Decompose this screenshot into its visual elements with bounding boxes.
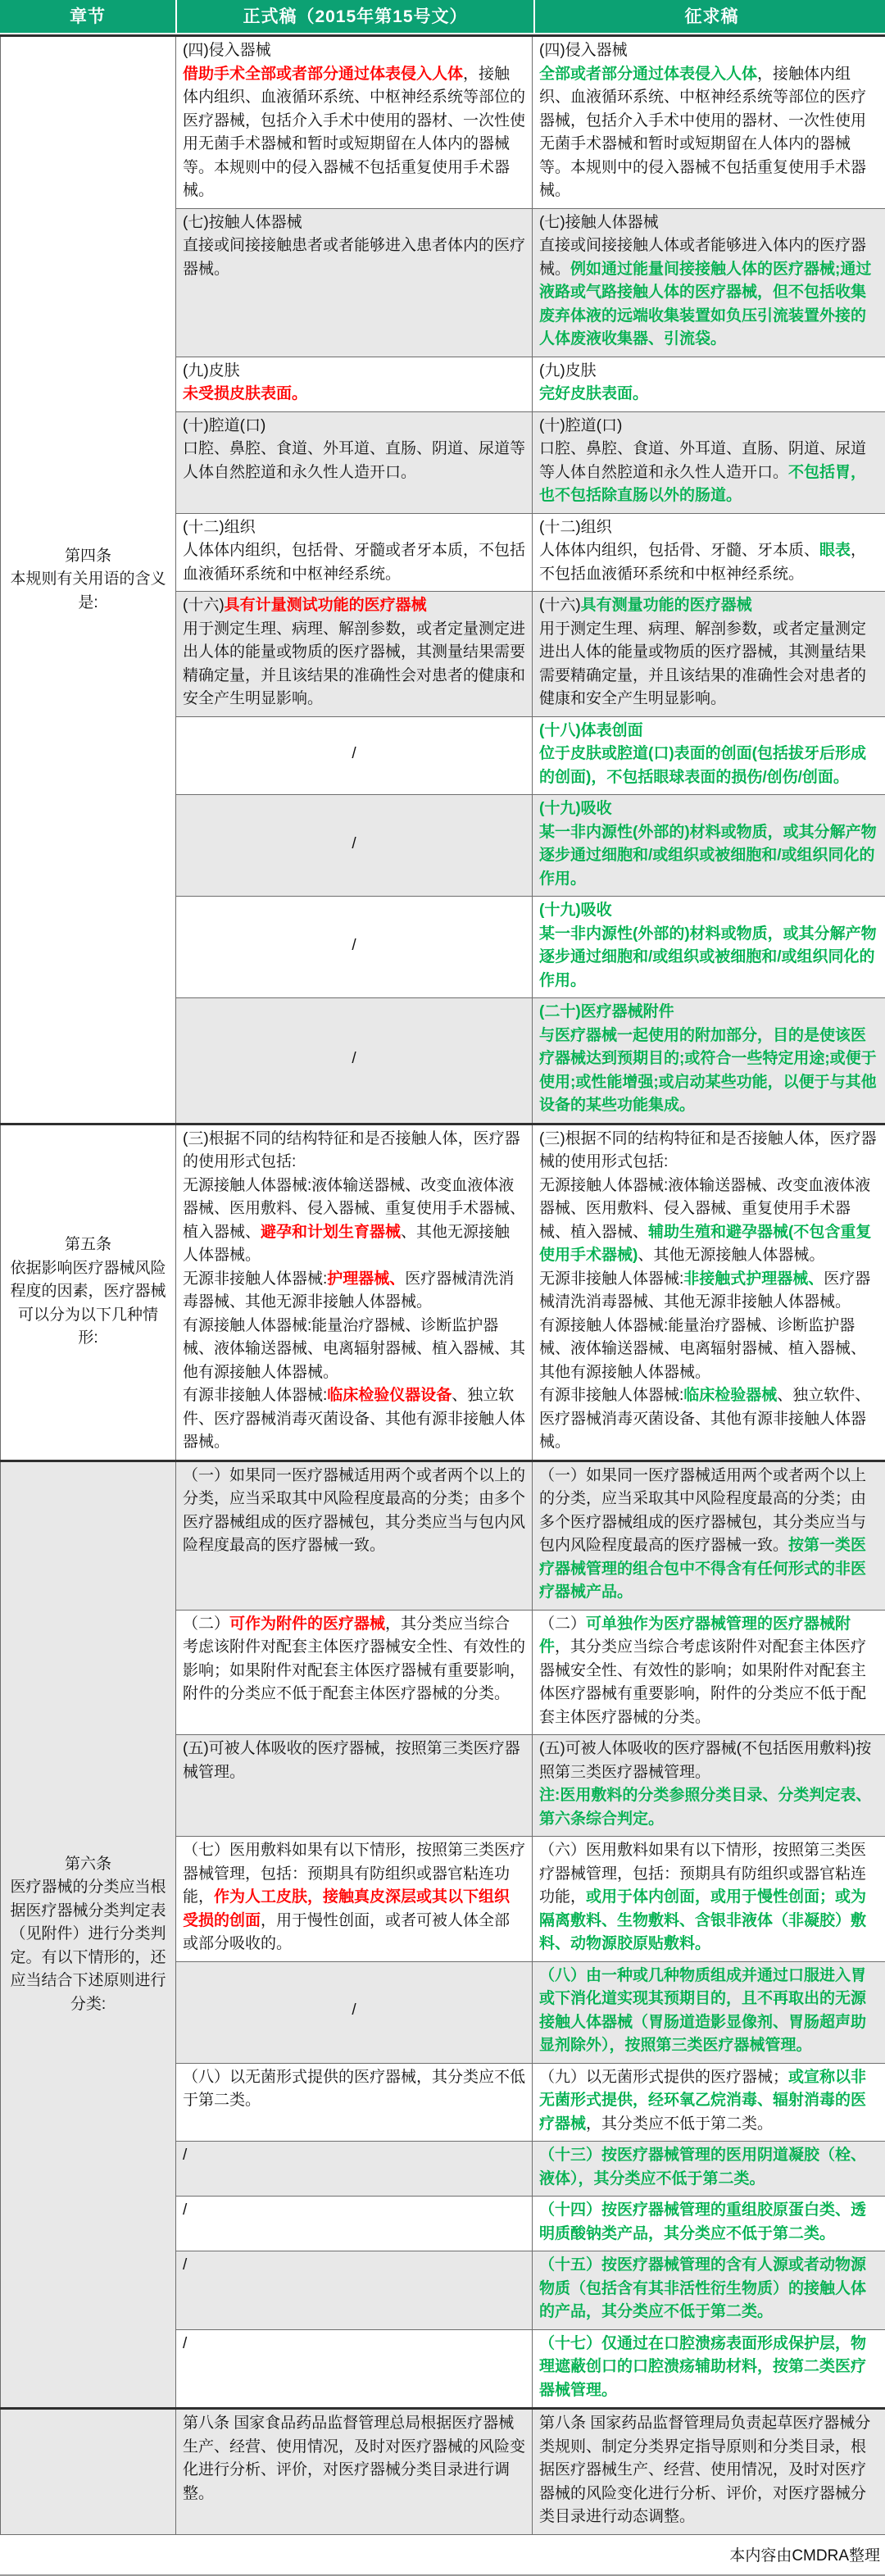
body-text: （六）医用敷料如果有以下情形，按照第三类医疗器械管理，包括：预期具有防组织或器官粘连功能， bbox=[539, 1842, 866, 1906]
body-text: ，其分类应不低于第二类。 bbox=[586, 2115, 773, 2133]
added-text: (十八)体表创面 位于皮肤或腔道(口)表面的创面(包括拔牙后形成的创面)，不包括眼球表面的损伤/创伤/创面。 bbox=[539, 722, 866, 786]
body-text: ，接触体内组织、血液循环系统、中枢神经系统等部位的医疗器械，包括介入手术中使用的器材、一次性使用无菌手术器械和暂时或短期留在人体内的器械等。本规则中的侵入器械不包括重复使用手术器械。 bbox=[539, 66, 866, 200]
added-text: 完好皮肤表面。 bbox=[539, 385, 648, 402]
added-text: 眼表 bbox=[819, 542, 851, 559]
draft-text-cell bbox=[533, 1961, 885, 2063]
deleted-text: 作为人工皮肤，接触真皮深层或其以下组织受损的创面 bbox=[183, 1888, 510, 1929]
column-header-chapter: 章节 bbox=[0, 0, 175, 33]
empty-slash-cell: / bbox=[176, 1961, 533, 2063]
draft-text-cell bbox=[533, 357, 885, 411]
official-text-cell bbox=[176, 2409, 533, 2535]
table-row bbox=[1, 36, 885, 209]
added-text: （十四）按医疗器械管理的重组胶原蛋白类、透明质酸钠类产品，其分类应不低于第二类。 bbox=[539, 2201, 866, 2242]
added-text: 按第一类医疗器械管理的组合包中不得含有任何形式的非医疗器械产品。 bbox=[539, 1537, 866, 1601]
added-text: (二十)医疗器械附件 与医疗器械一起使用的附加部分，目的是使该医疗器械达到预期目的;或符合一些特定用途;或便于使用;或性能增强;或启动某些功能，以便于与其他设备的某些功能集成。 bbox=[539, 1003, 877, 1114]
deleted-text: 可作为附件的医疗器械 bbox=[229, 1615, 385, 1633]
draft-text-cell bbox=[533, 2063, 885, 2142]
body-text: (十)腔道(口) 口腔、鼻腔、食道、外耳道、直肠、阴道、尿道等人体自然腔道和永久性人造开口。 bbox=[539, 417, 866, 481]
body-text: 、独立软件、医疗器械消毒灭菌设备、其他有源非接触人体器械。 bbox=[539, 1387, 870, 1451]
credit-note: 本内容由CMDRA整理 bbox=[729, 2543, 880, 2565]
official-text-cell bbox=[176, 1735, 533, 1837]
deleted-text: 临床检验仪器设备 bbox=[327, 1387, 452, 1404]
body-text: (五)可被人体吸收的医疗器械，按照第三类医疗器械管理。 bbox=[183, 1740, 520, 1781]
chapter-cell bbox=[1, 2409, 176, 2535]
official-text-cell bbox=[176, 592, 533, 717]
deleted-text: 避孕和计划生育器械 bbox=[261, 1224, 401, 1241]
body-text: 用于测定生理、病理、解剖参数，或者定量测定进出人体的能量或物质的医疗器械，其测量结果需要精确定量，并且该结果的准确性会对患者的健康和安全产生明显影响。 bbox=[183, 620, 525, 708]
official-text-cell bbox=[176, 1837, 533, 1962]
empty-slash-cell: / bbox=[176, 716, 533, 795]
body-text: (七)按触人体器械 直接或间接接触患者或者能够进入患者体内的医疗器械。 bbox=[183, 214, 525, 278]
official-text-cell bbox=[176, 1461, 533, 1610]
body-text: 第四条 本规则有关用语的含义是: bbox=[10, 547, 166, 611]
official-text-cell bbox=[176, 1124, 533, 1461]
official-text-cell bbox=[176, 357, 533, 411]
draft-text-cell bbox=[533, 1735, 885, 1837]
added-text: 例如通过能量间接接触人体的医疗器械;通过液路或气路接触人体的医疗器械，但不包括收集废弃体液的远端收集装置如负压引流装置外接的人体废液收集器、引流袋。 bbox=[539, 261, 871, 348]
body-text: (十二)组织 人体体内组织，包括骨、牙髓、牙本质、 bbox=[539, 519, 819, 560]
deleted-text: 借助手术全部或者部分通过体表侵入人体 bbox=[183, 66, 463, 83]
body-text: （二） bbox=[183, 1615, 229, 1633]
body-text: ，其分类应当综合考虑该附件对配套主体医疗器械安全性、有效性的影响；如果附件对配套主体医疗器械有重要影响，附件的分类应不低于配套主体医疗器械的分类。 bbox=[539, 1638, 866, 1726]
table-row bbox=[1, 1124, 885, 1461]
added-text: 全部或者部分通过体表侵入人体 bbox=[539, 66, 757, 83]
draft-text-cell bbox=[533, 1610, 885, 1735]
draft-text-cell bbox=[533, 716, 885, 795]
body-text: （八）以无菌形式提供的医疗器械，其分类应不低于第二类。 bbox=[183, 2069, 525, 2110]
added-text: （十七）仅通过在口腔溃疡表面形成保护层，物理遮蔽创口的口腔溃疡辅助材料，按第二类医疗器械管理。 bbox=[539, 2335, 866, 2399]
empty-slash-cell: / bbox=[176, 2197, 533, 2251]
body-text: 用于测定生理、病理、解剖参数，或者定量测定进出人体的能量或物质的医疗器械，其测量结果需要精确定量，并且该结果的准确性会对患者的健康和安全产生明显影响。 bbox=[539, 620, 866, 708]
official-text-cell bbox=[176, 411, 533, 513]
draft-text-cell bbox=[533, 897, 885, 998]
body-text: 第六条 医疗器械的分类应当根据医疗器械分类判定表（见附件）进行分类判定。有以下情形的，还应当结合下述原则进行分类: bbox=[10, 1856, 166, 2013]
chapter-cell bbox=[1, 1461, 176, 2409]
body-text: 、其他无源接触人体器械。 无源非接触人体器械: bbox=[183, 1224, 510, 1288]
draft-text-cell bbox=[533, 1124, 885, 1461]
added-text: 临床检验器械 bbox=[683, 1387, 777, 1404]
body-text: 第五条 依据影响医疗器械风险程度的因素，医疗器械可以分为以下几种情形: bbox=[10, 1236, 166, 1347]
body-text: (十六) bbox=[539, 597, 581, 614]
draft-text-cell bbox=[533, 998, 885, 1124]
official-text-cell bbox=[176, 36, 533, 209]
chapter-cell bbox=[1, 1124, 176, 1461]
body-text: 医疗器械清洗消毒器械、其他无源非接触人体器械。 有源接触人体器械:能量治疗器械、诊断监护器械、液体输送器械、电离辐射器械、植入器械、其他有源接触人体器械。 有源非接触人体器械: bbox=[183, 1270, 525, 1405]
deleted-text: 护理器械、 bbox=[327, 1270, 405, 1288]
body-text: （九）以无菌形式提供的医疗器械； bbox=[539, 2069, 788, 2086]
empty-slash-cell: / bbox=[176, 2251, 533, 2330]
added-text: （十三）按医疗器械管理的医用阴道凝胶（栓、液体），其分类应不低于第二类。 bbox=[539, 2147, 866, 2188]
body-text: 、其他无源接触人体器械。 无源非接触人体器械: bbox=[539, 1247, 824, 1288]
draft-text-cell bbox=[533, 1837, 885, 1962]
table-row bbox=[1, 2409, 885, 2535]
draft-text-cell bbox=[533, 2197, 885, 2251]
body-text: （一）如果同一医疗器械适用两个或者两个以上的分类，应当采取其中风险程度最高的分类；由多个医疗器械组成的医疗器械包，其分类应当与包内风险程度最高的医疗器械一致。 bbox=[183, 1467, 525, 1555]
empty-slash-cell: / bbox=[176, 795, 533, 897]
body-text: （七）医用敷料如果有以下情形，按照第三类医疗器械管理，包括：预期具有防组织或器官粘连功能， bbox=[183, 1842, 525, 1906]
table-row bbox=[1, 1461, 885, 1610]
body-text: (十二)组织 人体体内组织，包括骨、牙髓或者牙本质，不包括血液循环系统和中枢神经系统。 bbox=[183, 519, 525, 583]
official-text-cell bbox=[176, 2063, 533, 2142]
added-text: (十九)吸收 某一非内源性(外部的)材料或物质，或其分解产物逐步通过细胞和/或组织或被细胞和/或组织同化的作用。 bbox=[539, 800, 877, 888]
body-text: ，接触体内组织、血液循环系统、中枢神经系统等部位的医疗器械，包括介入手术中使用的器材、一次性使用无菌手术器械和暂时或短期留在人体内的器械等。本规则中的侵入器械不包括重复使用手术器械。 bbox=[183, 66, 525, 200]
added-text: 或用于体内创面，或用于慢性创面；或为隔离敷料、生物敷料、含银非液体（非凝胶）敷料、动物源胶原贴敷料。 bbox=[539, 1888, 866, 1952]
empty-slash-cell: / bbox=[176, 897, 533, 998]
body-text: （二） bbox=[539, 1615, 586, 1633]
column-header-official: 正式稿（2015年第15号文） bbox=[177, 0, 533, 33]
draft-text-cell bbox=[533, 208, 885, 357]
draft-text-cell bbox=[533, 513, 885, 592]
draft-text-cell bbox=[533, 795, 885, 897]
deleted-text: 未受损皮肤表面。 bbox=[183, 385, 307, 402]
chapter-cell bbox=[1, 36, 176, 1124]
draft-text-cell bbox=[533, 2329, 885, 2409]
added-text: （十五）按医疗器械管理的含有人源或者动物源物质（包括含有其非活性衍生物质）的接触人体的产品，其分类应不低于第二类。 bbox=[539, 2256, 866, 2320]
deleted-text: 具有计量测试功能的医疗器械 bbox=[225, 597, 427, 614]
official-text-cell bbox=[176, 208, 533, 357]
body-text: （一）如果同一医疗器械适用两个或者两个以上的分类，应当采取其中风险程度最高的分类；由多个医疗器械组成的医疗器械包，其分类应当与包内风险程度最高的医疗器械一致。 bbox=[539, 1467, 866, 1555]
draft-text-cell bbox=[533, 2142, 885, 2197]
draft-text-cell bbox=[533, 411, 885, 513]
added-text: 非接触式护理器械、 bbox=[683, 1270, 824, 1288]
body-text: ，用于慢性创面，或者可被人体全部或部分吸收的。 bbox=[183, 1912, 510, 1953]
empty-slash-cell: / bbox=[176, 2329, 533, 2409]
draft-text-cell bbox=[533, 36, 885, 209]
body-text: (九)皮肤 bbox=[539, 362, 597, 379]
body-text: 第八条 国家药品监督管理局负责起草医疗器械分类规则、制定分类界定指导原则和分类目录，根据医疗器械生产、经营、使用情况，及时对医疗器械的风险变化进行分析、评价，对医疗器械分类目录进行动态调整。 bbox=[539, 2415, 870, 2525]
body-text: (七)接触人体器械 直接或间接接触人体或者能够进入体内的医疗器械。 bbox=[539, 214, 866, 278]
comparison-table-body bbox=[1, 36, 885, 2535]
official-text-cell bbox=[176, 1610, 533, 1735]
added-text: 辅助生殖和避孕器械(不包含重复使用手术器械) bbox=[539, 1224, 871, 1265]
body-text: 医疗器械清洗消毒器械、其他无源非接触人体器械。 有源接触人体器械:能量治疗器械、诊断监护器械、液体输送器械、电离辐射器械、植入器械、其他有源接触人体器械。 有源非接触人体器械: bbox=[539, 1270, 870, 1405]
body-text: (四)侵入器械 bbox=[539, 42, 628, 59]
footer-bar bbox=[0, 2535, 885, 2576]
added-text: 可单独作为医疗器械管理的医疗器械附件 bbox=[539, 1615, 851, 1656]
comparison-table bbox=[0, 34, 885, 2535]
body-text: (九)皮肤 bbox=[183, 362, 240, 379]
added-text: （八）由一种或几种物质组成并通过口服进入胃或下消化道实现其预期目的，且不再取出的无源接触人体器械（胃肠道造影显像剂、胃肠超声助显剂除外），按照第三类医疗器械管理。 bbox=[539, 1967, 866, 2055]
empty-slash-cell: / bbox=[176, 998, 533, 1124]
draft-text-cell bbox=[533, 592, 885, 717]
added-text: 注:医用敷料的分类参照分类目录、分类判定表、第六条综合判定。 bbox=[539, 1787, 871, 1828]
added-text: 具有测量功能的医疗器械 bbox=[581, 597, 752, 614]
draft-text-cell bbox=[533, 2251, 885, 2330]
added-text: (十九)吸收 某一非内源性(外部的)材料或物质，或其分解产物逐步通过细胞和/或组织或被细胞和/或组织同化的作用。 bbox=[539, 902, 877, 989]
body-text: (十)腔道(口) 口腔、鼻腔、食道、外耳道、直肠、阴道、尿道等人体自然腔道和永久性人造开口。 bbox=[183, 417, 525, 481]
body-text: 、独立软件、医疗器械消毒灭菌设备、其他有源非接触人体器械。 bbox=[183, 1387, 525, 1451]
empty-slash-cell: / bbox=[176, 2142, 533, 2197]
body-text: (五)可被人体吸收的医疗器械(不包括医用敷料)按照第三类医疗器械管理。 bbox=[539, 1740, 871, 1781]
body-text: ，不包括血液循环系统和中枢神经系统。 bbox=[539, 542, 866, 583]
added-text: 或宣称以非无菌形式提供，经环氧乙烷消毒、辐射消毒的医疗器械 bbox=[539, 2069, 866, 2133]
body-text: (十六) bbox=[183, 597, 225, 614]
body-text: (四)侵入器械 bbox=[183, 42, 271, 59]
column-header-draft: 征求稿 bbox=[535, 0, 885, 33]
body-text: 第八条 国家食品药品监督管理总局根据医疗器械生产、经营、使用情况，及时对医疗器械的风险变化进行分析、评价，对医疗器械分类目录进行调整。 bbox=[183, 2415, 525, 2502]
body-text: (三)根据不同的结构特征和是否接触人体，医疗器的使用形式包括: 无源接触人体器械:液体输送器械、改变血液体液器械、医用敷料、侵入器械、重复使用手术器械、植入器械、 bbox=[183, 1130, 525, 1241]
added-text: 不包括胃，也不包括除直肠以外的肠道。 bbox=[539, 464, 866, 505]
body-text: (三)根据不同的结构特征和是否接触人体，医疗器械的使用形式包括: 无源接触人体器械:液体输送器械、改变血液体液器械、医用敷料、侵入器械、重复使用手术器械、植入器械、 bbox=[539, 1130, 877, 1241]
body-text: ，其分类应当综合考虑该附件对配套主体医疗器械安全性、有效性的影响；如果附件对配套主体医疗器械有重要影响，附件的分类应不低于配套主体医疗器械的分类。 bbox=[183, 1615, 525, 1703]
official-text-cell bbox=[176, 513, 533, 592]
draft-text-cell bbox=[533, 2409, 885, 2535]
table-header bbox=[0, 0, 885, 34]
draft-text-cell bbox=[533, 1461, 885, 1610]
